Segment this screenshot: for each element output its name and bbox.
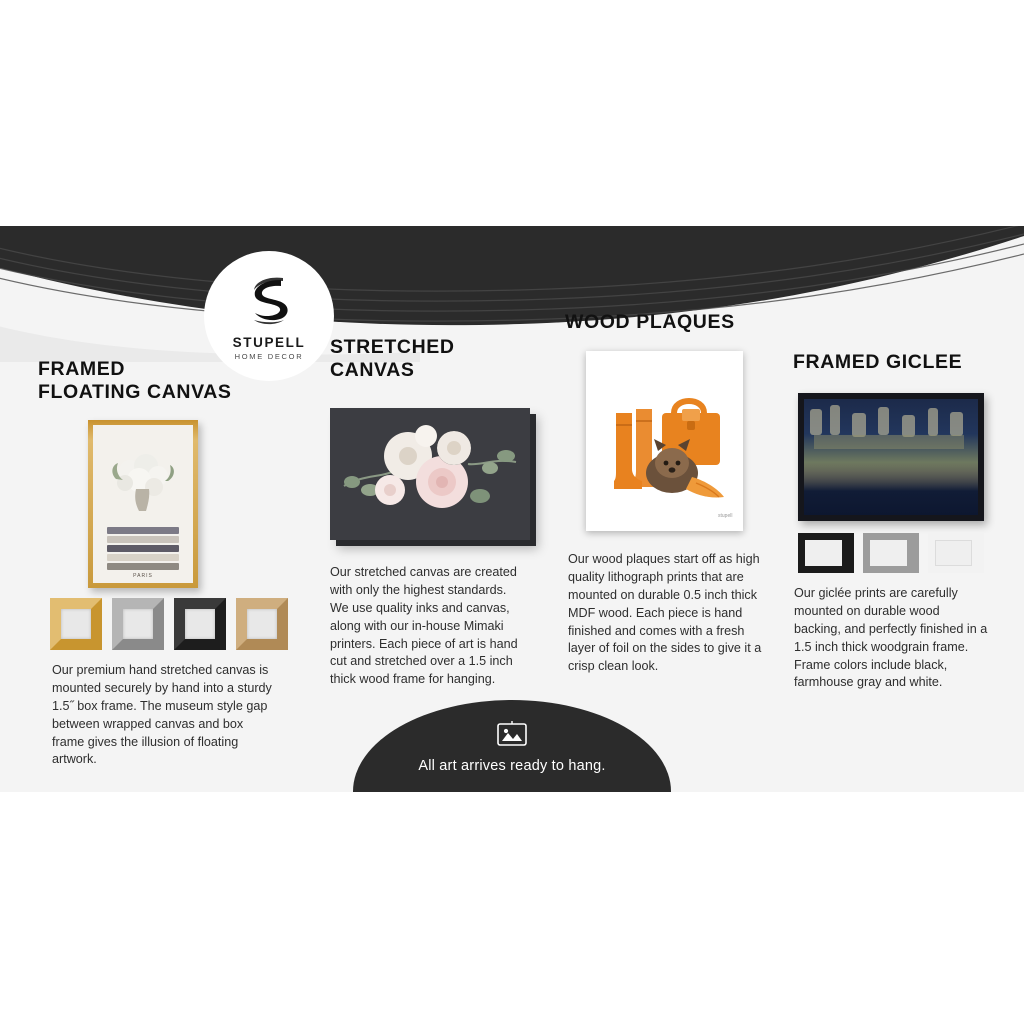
- section-title: [38, 358, 290, 404]
- section-stretched-canvas: [330, 336, 540, 687]
- gray-giclee-frame-swatch[interactable]: [863, 533, 919, 573]
- section-title-line2: FLOATING CANVAS: [38, 381, 232, 403]
- stacked-books-illustration: [107, 527, 179, 567]
- section-title-line1: STRETCHED: [330, 336, 455, 358]
- section-title-line2: CANVAS: [330, 359, 415, 381]
- framed-giclee-artwork: [798, 393, 984, 521]
- section-framed-giclee: [793, 351, 993, 690]
- framed-floating-canvas-artwork: [88, 420, 198, 588]
- section-title: [565, 311, 765, 334]
- framed-picture-icon: [495, 720, 529, 753]
- brand-tagline: HOME DECOR: [234, 351, 304, 361]
- section-title: [330, 336, 540, 382]
- black-frame-swatch[interactable]: [174, 598, 226, 650]
- section-description: Our premium hand stretched canvas is mounted securely by hand into a sturdy 1.5˝ box frame. The museum style gap between wrapped canvas and box frame gives the illusion of floating artwork.: [52, 663, 272, 767]
- hydrangea-bouquet-illustration: [106, 449, 180, 528]
- section-title: [793, 351, 993, 374]
- section-framed-floating-canvas: [38, 358, 290, 767]
- brand-name: STUPELL: [232, 334, 306, 350]
- section-description: Our stretched canvas are created with only the highest standards. We use quality inks and canvas, along with our in-house Mimaki printers. Each piece of art is hand cut and stretched over a 1.5 inch thick wood frame for hanging.: [330, 565, 518, 687]
- giclee-frame-color-swatches: [798, 533, 984, 573]
- section-title-line1: WOOD PLAQUES: [565, 311, 735, 333]
- white-giclee-frame-swatch[interactable]: [928, 533, 984, 573]
- swoosh-s-icon: [241, 272, 297, 333]
- stretched-canvas-artwork: [330, 408, 530, 540]
- section-wood-plaques: [565, 311, 765, 674]
- section-title-line1: FRAMED: [38, 358, 126, 380]
- section-description: Our giclée prints are carefully mounted on durable wood backing, and perfectly finished in a 1.5 inch thick woodgrain frame. Frame colors include black, farmhouse gray and white.: [794, 586, 988, 690]
- artwork-caption: PARIS: [133, 573, 153, 579]
- wood-frame-swatch[interactable]: [236, 598, 288, 650]
- section-title-line1: FRAMED GICLEE: [793, 351, 963, 373]
- section-description: Our wood plaques start off as high quality lithograph prints that are mounted on durable 0.5 inch thick MDF wood. Each piece is hand finished and comes with a fresh layer of foil on the sides to give it a crisp clean look.: [568, 552, 762, 674]
- ready-to-hang-text: All art arrives ready to hang.: [418, 758, 606, 774]
- ready-to-hang-banner: [353, 700, 671, 792]
- frame-color-swatches: [50, 598, 288, 650]
- gold-frame-swatch[interactable]: [50, 598, 102, 650]
- svg-text:stupell: stupell: [718, 513, 733, 519]
- product-info-graphic: [0, 226, 1024, 792]
- wood-plaque-artwork: [586, 351, 743, 531]
- black-giclee-frame-swatch[interactable]: [798, 533, 854, 573]
- gray-frame-swatch[interactable]: [112, 598, 164, 650]
